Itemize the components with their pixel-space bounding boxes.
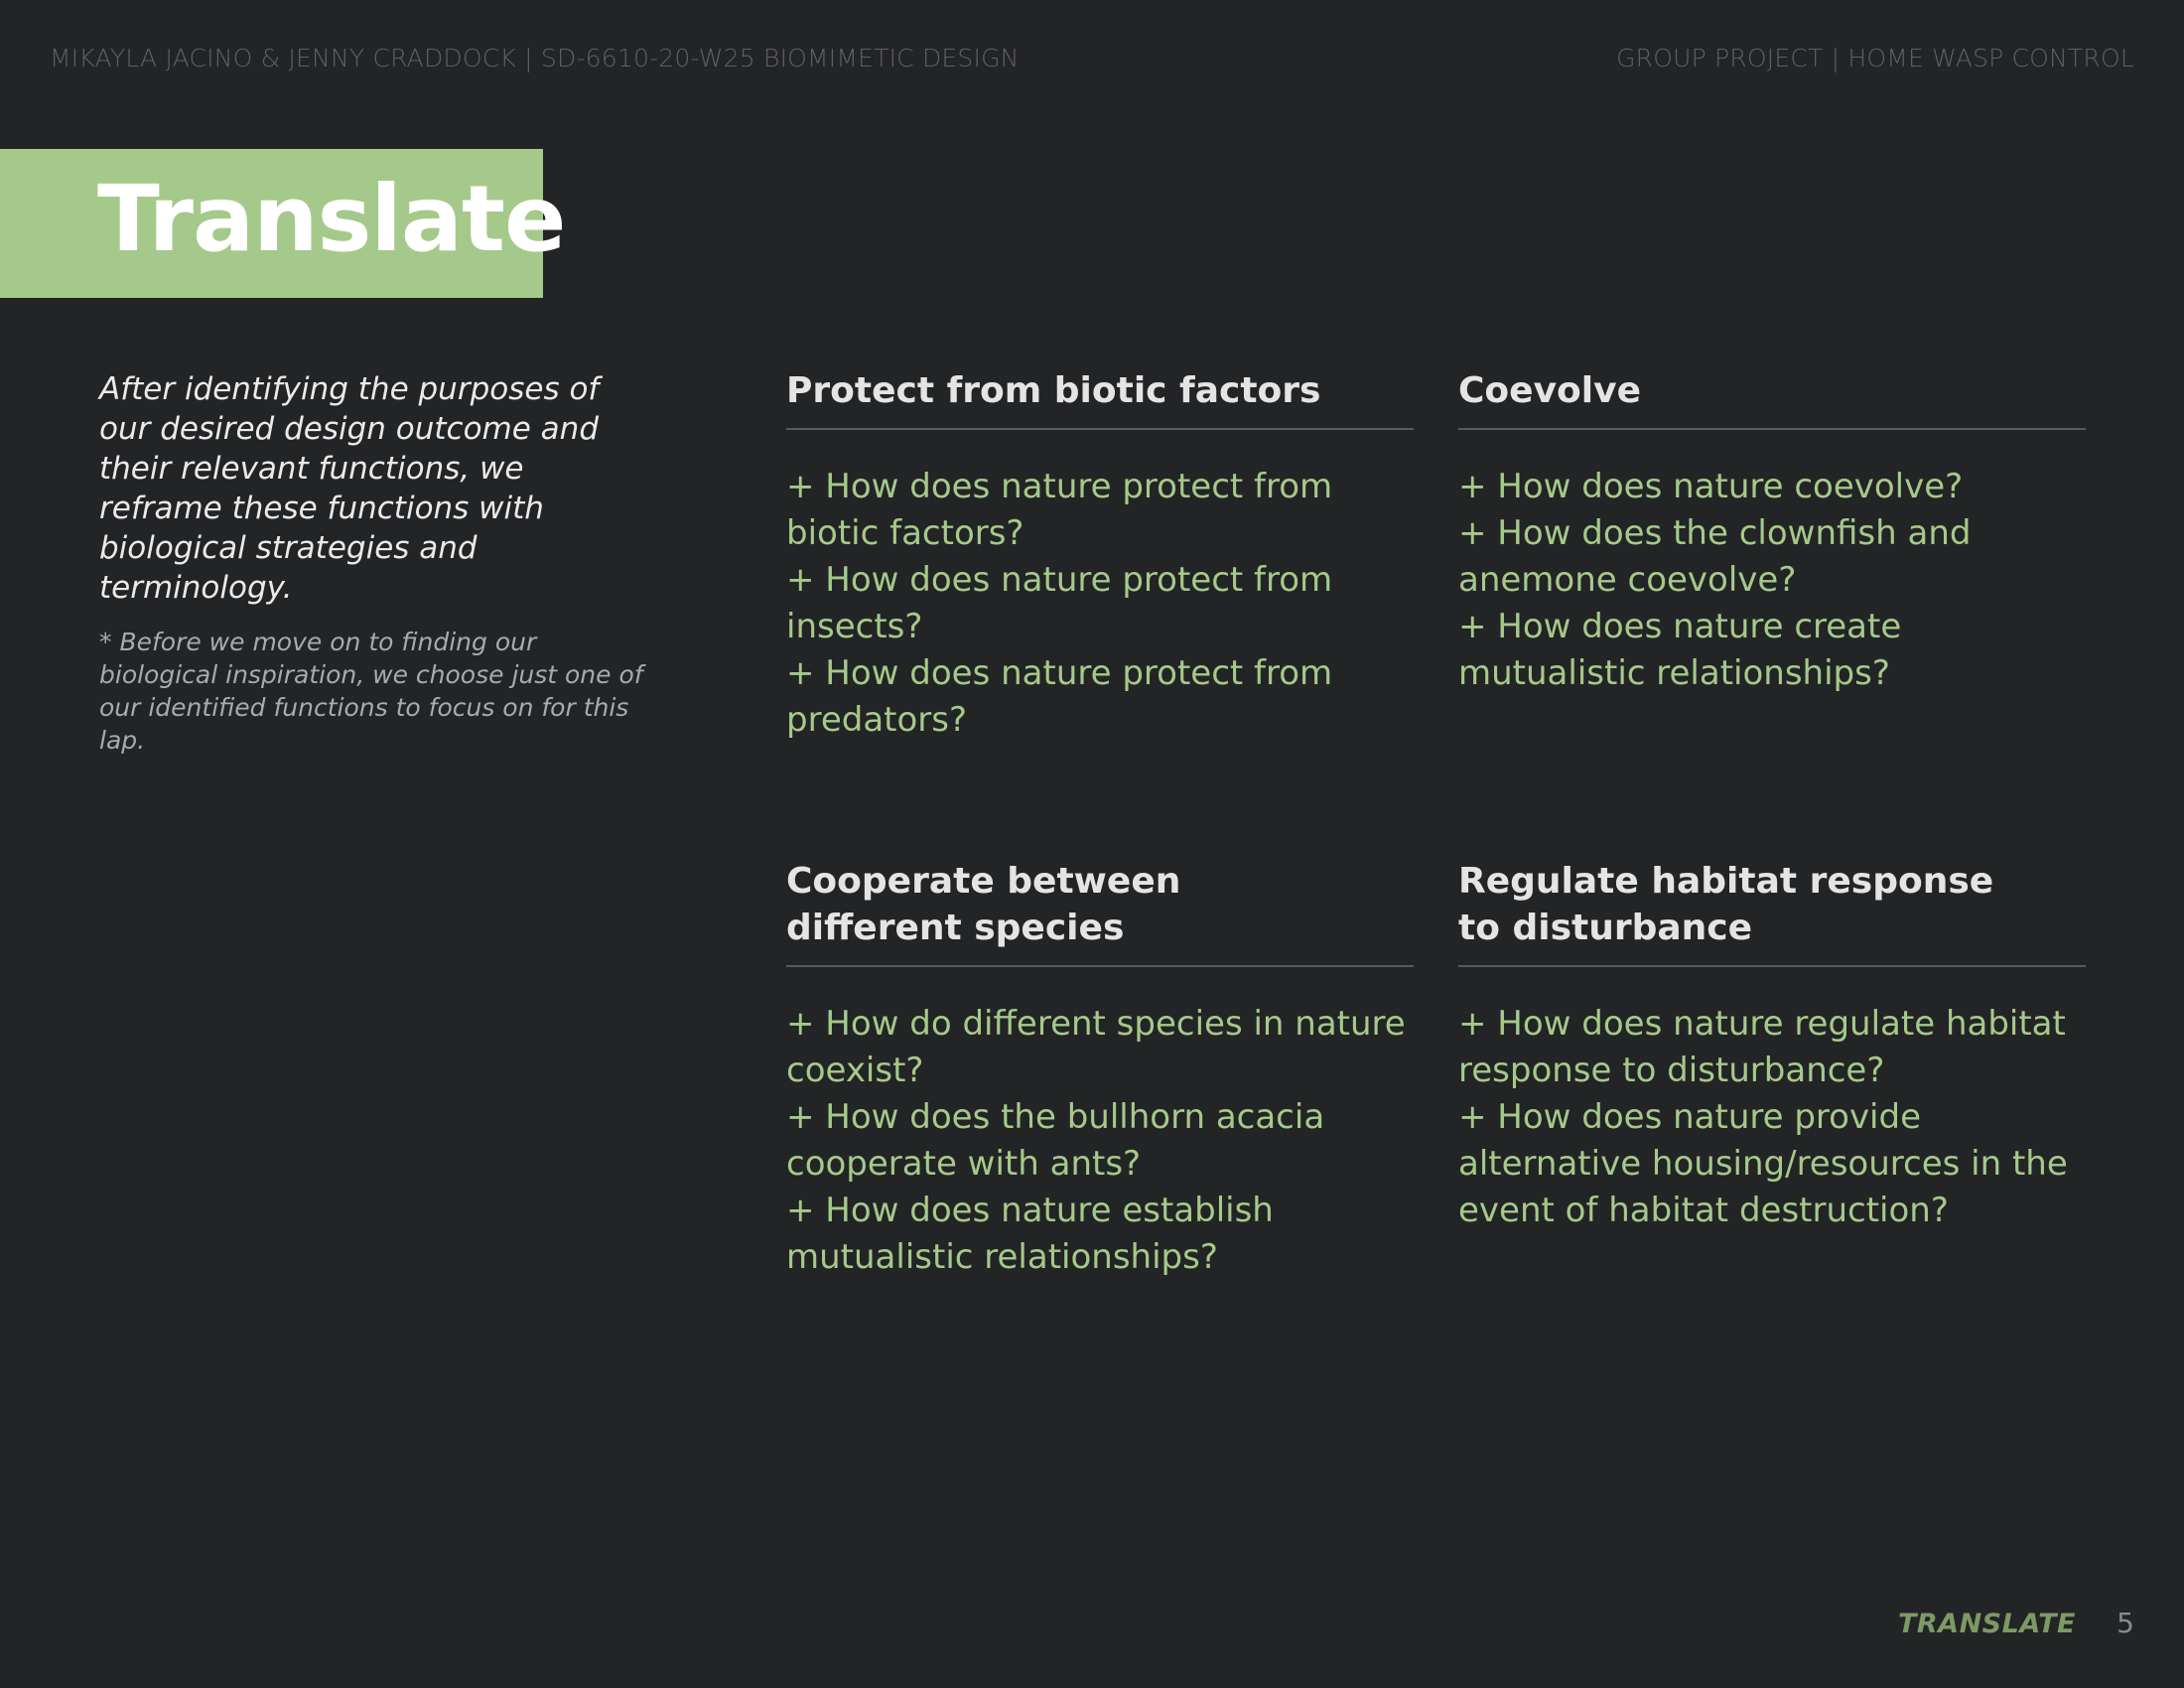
section-title: Cooperate between different species [786,861,1181,948]
section-title: Regulate habitat response to disturbance [1458,861,1994,948]
section-title: Coevolve [1458,370,1641,411]
section-cooperate-species [786,858,1414,1281]
section-divider [1458,965,2086,967]
question-item: + How does the bullhorn acacia cooperate with ants? [786,1097,1325,1184]
question-item: + How does nature coevolve? [1458,467,1964,506]
question-item: + How does nature regulate habitat response to disturbance? [1458,1004,2066,1090]
section-divider [1458,428,2086,430]
footer-section-label: TRANSLATE [1897,1609,2076,1639]
section-regulate-habitat [1458,858,2086,1234]
header-course-info: MIKAYLA JACINO & JENNY CRADDOCK | SD-6610-20-W25 BIOMIMETIC DESIGN [50,44,1020,72]
page-number: 5 [2116,1607,2134,1639]
question-list [786,464,1414,744]
question-list [1458,1001,2086,1234]
question-list [1458,464,2086,697]
section-protect-biotic [786,367,1414,744]
section-divider [786,965,1414,967]
question-item: + How does nature provide alternative housing/resources in the event of habitat destruction? [1458,1097,2068,1230]
question-item: + How does nature protect from predators? [786,653,1333,740]
question-item: + How does nature establish mutualistic relationships? [786,1191,1274,1277]
question-item: + How does the clownfish and anemone coevolve? [1458,513,1972,600]
header-project-info: GROUP PROJECT | HOME WASP CONTROL [1616,44,2134,72]
question-item: + How do different species in nature coexist? [786,1004,1406,1090]
question-item: + How does nature protect from insects? [786,560,1333,646]
intro-paragraph: After identifying the purposes of our desired design outcome and their relevant functions, we reframe these functions with biological strategies and terminology. [99,371,600,606]
footnote: * Before we move on to finding our biological inspiration, we choose just one of our identified functions to focus on for this lap. [99,628,643,755]
section-title: Protect from biotic factors [786,370,1321,411]
page-title: Translate [97,166,566,272]
question-list [786,1001,1414,1281]
section-coevolve [1458,367,2086,697]
question-item: + How does nature protect from biotic factors? [786,467,1333,553]
section-divider [786,428,1414,430]
question-item: + How does nature create mutualistic relationships? [1458,607,1902,693]
